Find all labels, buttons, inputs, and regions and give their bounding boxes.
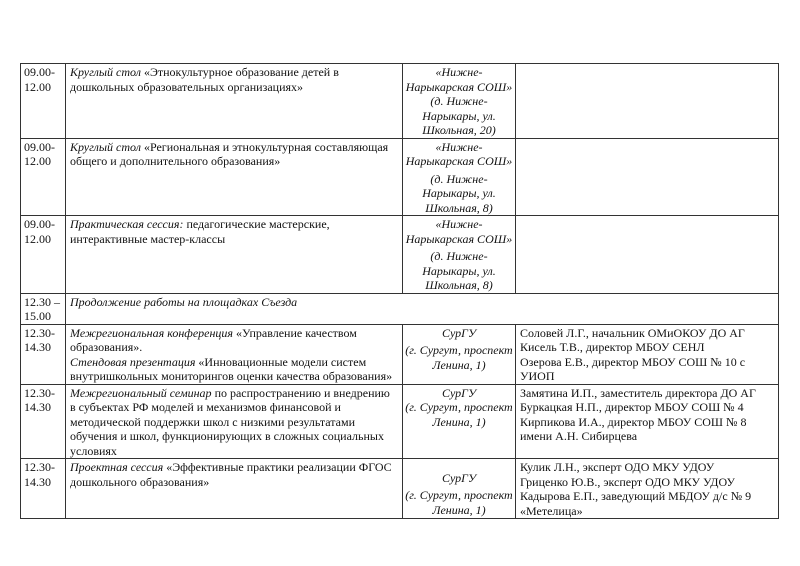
event-type-2: Стендовая презентация xyxy=(70,354,196,369)
place-cell xyxy=(403,216,516,294)
event-type: Проектная сессия xyxy=(70,460,164,474)
event-title: «Региональная и этнокультурная составляющая общего и дополнительного образования» xyxy=(70,139,389,168)
time-cell: 12.30- 14.30 xyxy=(21,459,66,519)
event-cell xyxy=(66,459,403,519)
time-cell: 12.30- 14.30 xyxy=(21,324,66,384)
place-name: СурГУ xyxy=(441,385,477,400)
person: Кирпикова И.А., директор МБОУ СОШ № 8 имени А.Н. Сибирцева xyxy=(520,414,747,443)
people-cell xyxy=(516,64,779,139)
place-address: (г. Сургут, проспект Ленина, 1) xyxy=(405,400,513,429)
time-cell: 09.00- 12.00 xyxy=(21,138,66,216)
place-cell xyxy=(403,64,516,139)
place-name: СурГУ xyxy=(441,470,477,485)
place-address: (г. Сургут, проспект Ленина, 1) xyxy=(405,488,513,517)
event-cell xyxy=(66,324,403,384)
event-type: Межрегиональная конференция xyxy=(70,325,234,340)
place-address: (д. Нижне-Нарыкары, ул. Школьная, 8) xyxy=(422,249,496,292)
place-cell xyxy=(403,384,516,459)
table-row xyxy=(21,459,779,519)
people-cell xyxy=(516,138,779,216)
person: Буркацкая Н.П., директор МБОУ СОШ № 4 xyxy=(520,400,744,414)
people-cell xyxy=(516,216,779,294)
table-row xyxy=(21,216,779,294)
event-cell xyxy=(66,138,403,216)
event-type: Круглый стол xyxy=(70,139,141,154)
person: Кисель Т.В., директор МБОУ СЕНЛ xyxy=(520,340,705,354)
event-cell xyxy=(66,384,403,459)
section-title-text: Продолжение работы на площадках Съезда xyxy=(70,294,298,309)
event-cell xyxy=(66,216,403,294)
event-title: «Эффективные практики реализации ФГОС дошкольного образования» xyxy=(70,460,392,489)
place-address: (г. Сургут, проспект Ленина, 1) xyxy=(405,343,513,372)
time-cell: 12.30- 14.30 xyxy=(21,384,66,459)
place-cell xyxy=(403,324,516,384)
person: Гриценко Ю.В., эксперт ОДО МКУ УДОУ xyxy=(520,474,735,489)
person: Соловей Л.Г., начальник ОМиОКОУ ДО АГ xyxy=(520,325,745,340)
program-table xyxy=(20,63,779,519)
event-title: по распространению и внедрению в субъектах РФ моделей и механизмов финансовой и методической поддержки школ с низкими результатами обучения и школ, функционирующих в сложных социальных условиях xyxy=(70,385,390,458)
place-name: СурГУ xyxy=(441,325,477,340)
person: Замятина И.П., заместитель директора ДО АГ xyxy=(520,385,756,400)
place-name: «Нижне-Нарыкарская СОШ» xyxy=(405,217,513,246)
section-title xyxy=(66,293,779,324)
person: Кадырова Е.П., заведующий МБДОУ д/с № 9 «Метелица» xyxy=(520,489,752,518)
event-title: «Этнокультурное образование детей в дошкольных образовательных организациях» xyxy=(70,65,339,94)
time-cell: 09.00- 12.00 xyxy=(21,216,66,294)
place-name: «Нижне-Нарыкарская СОШ» xyxy=(405,139,513,168)
event-title-2: «Инновационные модели систем внутришкольных мониторингов оценки качества образования» xyxy=(70,354,393,383)
place-name: «Нижне-Нарыкарская СОШ» xyxy=(405,65,513,94)
event-title: «Управление качеством образования». xyxy=(70,325,357,354)
event-type: Межрегиональный семинар xyxy=(70,385,212,400)
time-cell: 09.00- 12.00 xyxy=(21,64,66,139)
place-cell xyxy=(403,138,516,216)
table-row xyxy=(21,324,779,384)
place-address: (д. Нижне-Нарыкары, ул. Школьная, 20) xyxy=(422,94,496,137)
people-cell xyxy=(516,459,779,519)
person: Озерова Е.В., директор МБОУ СОШ № 10 с УИОП xyxy=(520,354,746,383)
event-type: Практическая сессия: xyxy=(70,217,184,231)
event-title: педагогические мастерские, интерактивные мастер-классы xyxy=(70,217,330,246)
table-row xyxy=(21,138,779,216)
people-cell xyxy=(516,324,779,384)
people-cell xyxy=(516,384,779,459)
place-address: (д. Нижне-Нарыкары, ул. Школьная, 8) xyxy=(422,171,496,215)
section-row xyxy=(21,293,779,324)
person: Кулик Л.Н., эксперт ОДО МКУ УДОУ xyxy=(520,460,715,474)
event-type: Круглый стол xyxy=(70,65,141,79)
time-cell: 12.30 – 15.00 xyxy=(21,293,66,324)
place-cell xyxy=(403,459,516,519)
event-cell xyxy=(66,64,403,139)
table-row xyxy=(21,384,779,459)
table-row xyxy=(21,64,779,139)
